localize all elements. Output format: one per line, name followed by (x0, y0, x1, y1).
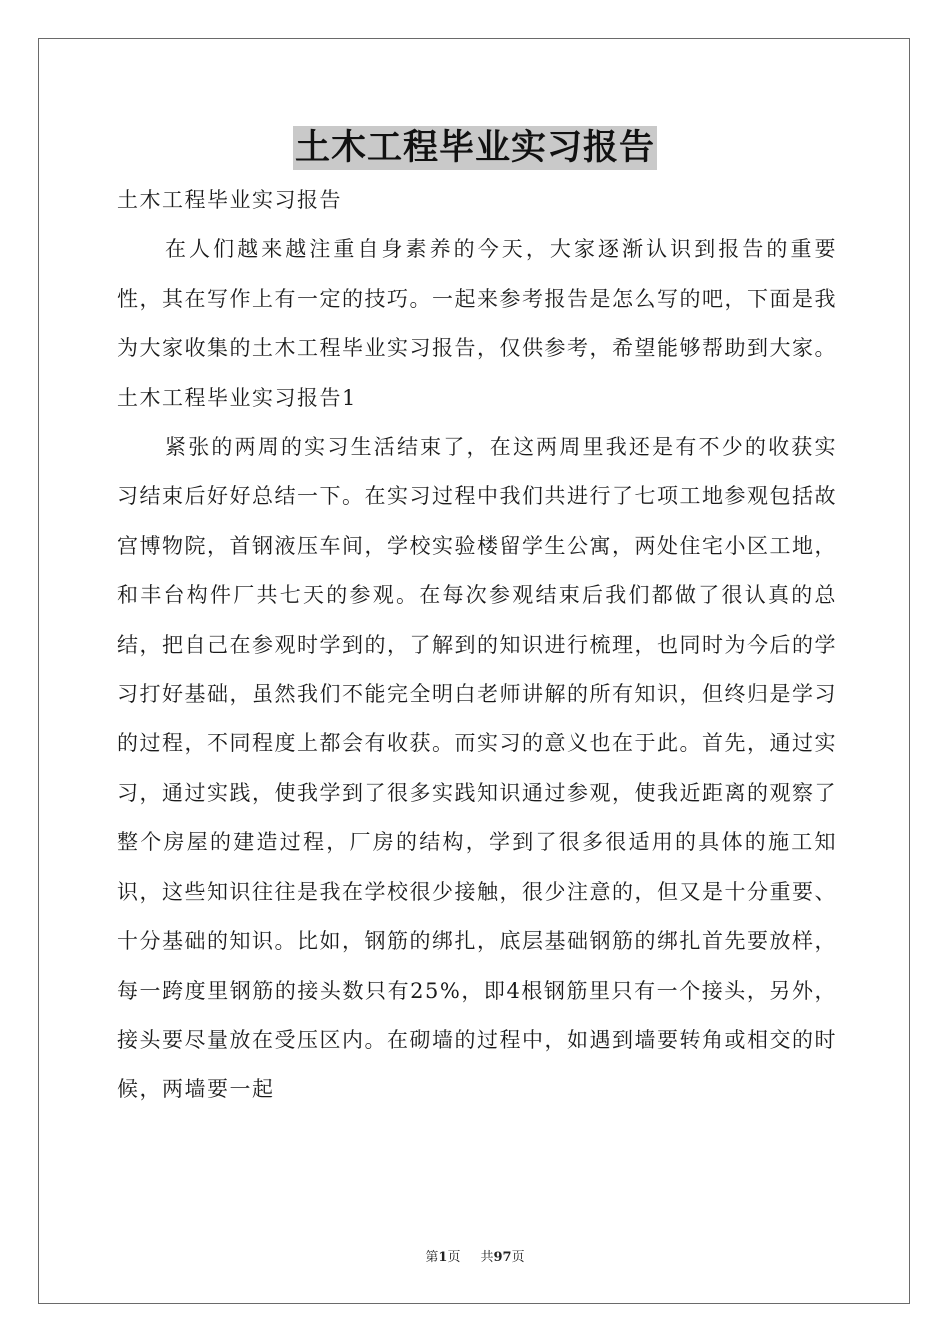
document-body (117, 176, 837, 1115)
page-prefix: 第 (425, 1250, 439, 1265)
page-number: 1 (438, 1250, 448, 1265)
section-1-paragraph: 紧张的两周的实习生活结束了，在这两周里我还是有不少的收获实习结束后好好总结一下。在实习过程中我们共进行了七项工地参观包括故宫博物院，首钢液压车间，学校实验楼留学生公寓，两处住宅小区工地，和丰台构件厂共七天的参观。在每次参观结束后我们都做了很认真的总结，把自己在参观时学到的，了解到的知识进行梳理，也同时为今后的学习打好基础，虽然我们不能完全明白老师讲解的所有知识，但终归是学习的过程，不同程度上都会有收获。而实习的意义也在于此。首先，通过实习，通过实践，使我学到了很多实践知识通过参观，使我近距离的观察了整个房屋的建造过程，厂房的结构，学到了很多很适用的具体的施工知识，这些知识往往是我在学校很少接触，很少注意的，但又是十分重要、十分基础的知识。比如，钢筋的绑扎，底层基础钢筋的绑扎首先要放样，每一跨度里钢筋的接头数只有25%，即4根钢筋里只有一个接头，另外，接头要尽量放在受压区内。在砌墙的过程中，如遇到墙要转角或相交的时候，两墙要一起 (117, 435, 837, 1102)
document-title: 土木工程毕业实习报告 (294, 128, 655, 168)
section-heading-1: 土木工程毕业实习报告1 (117, 385, 357, 410)
title-wrap (0, 126, 950, 170)
intro-paragraph: 在人们越来越注重自身素养的今天，大家逐渐认识到报告的重要性，其在写作上有一定的技巧。一起来参考报告是怎么写的吧，下面是我为大家收集的土木工程毕业实习报告，仅供参考，希望能够帮助到大家。 (117, 237, 837, 361)
document-subtitle: 土木工程毕业实习报告 (117, 188, 342, 212)
page-total: 97 (493, 1250, 512, 1265)
page-footer (0, 1246, 950, 1265)
page-suffix: 页 (447, 1250, 461, 1265)
total-prefix: 共 (480, 1250, 494, 1265)
total-suffix: 页 (511, 1250, 525, 1265)
